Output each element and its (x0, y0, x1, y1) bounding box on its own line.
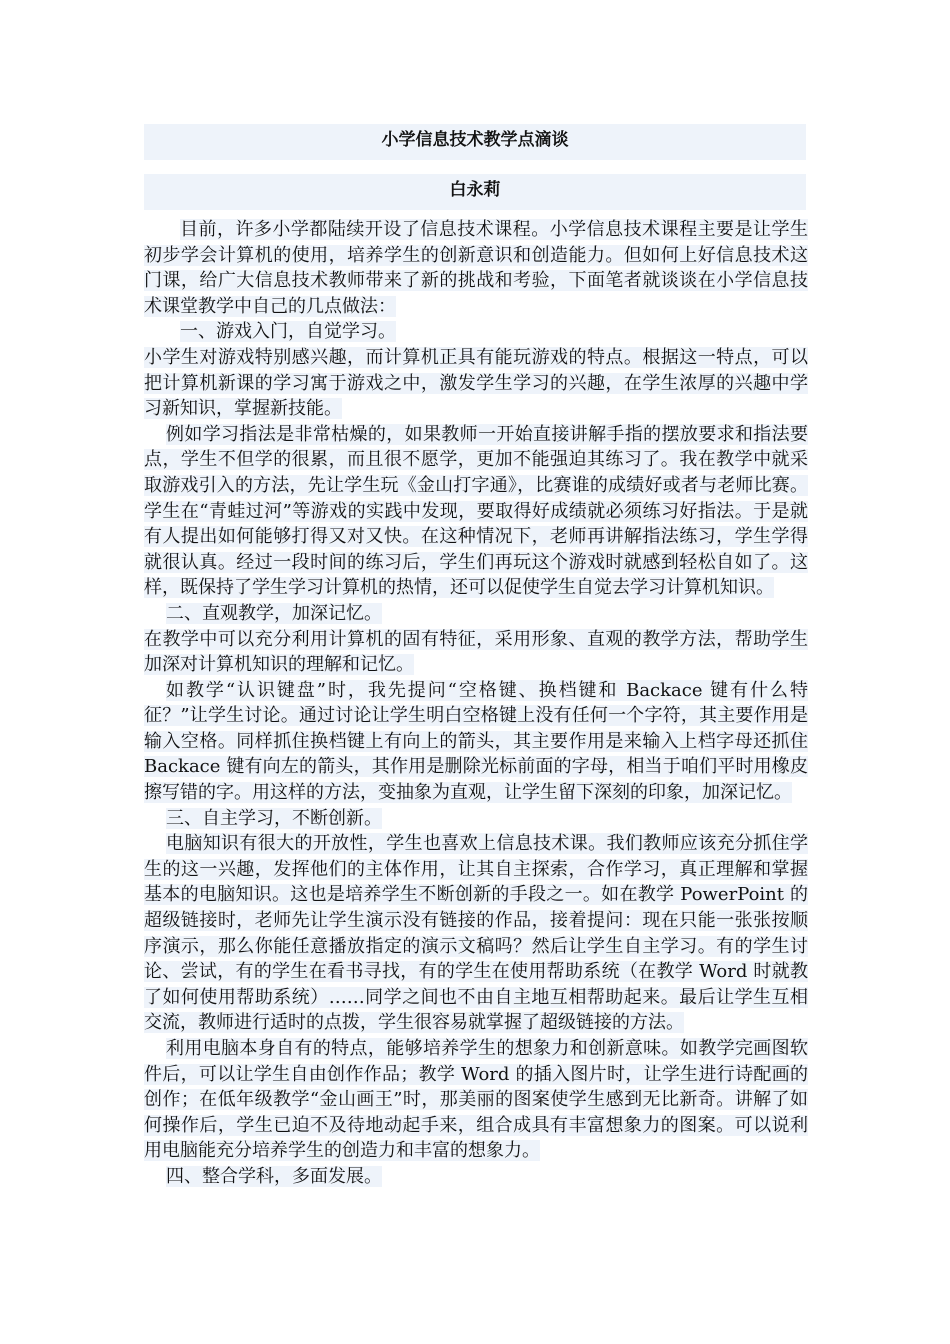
document-body (144, 217, 808, 1190)
document-author: 白永莉 (144, 174, 806, 210)
paragraph-text: 利用电脑本身自有的特点，能够培养学生的想象力和创新意味。如教学完画图软件后，可以让学生自由创作作品；教学 Word 的插入图片时，让学生进行诗配画的创作；在低年级教学“金山画王”时，那美丽的图案使学生感到无比新奇。讲解了如何操作后，学生已迫不及待地动起手来，组合成具有丰富想象力的图案。可以说利用电脑能充分培养学生的创造力和丰富的想象力。 (144, 1038, 808, 1162)
paragraph (144, 422, 808, 601)
paragraph-text: 目前，许多小学都陆续开设了信息技术课程。小学信息技术课程主要是让学生初步学会计算机的使用，培养学生的创新意识和创造能力。但如何上好信息技术这门课，给广大信息技术教师带来了新的挑战和考验，下面笔者就谈谈在小学信息技术课堂教学中自己的几点做法： (144, 219, 808, 317)
heading-text: 一、游戏入门，自觉学习。 (180, 321, 396, 343)
paragraph-intro (144, 217, 808, 319)
heading-text: 三、自主学习，不断创新。 (166, 807, 382, 829)
heading-text: 四、整合学科，多面发展。 (166, 1165, 382, 1187)
document-title: 小学信息技术教学点滴谈 (144, 124, 806, 160)
paragraph-text: 在教学中可以充分利用计算机的固有特征，采用形象、直观的教学方法，帮助学生加深对计算机知识的理解和记忆。 (144, 628, 808, 676)
section-heading-4 (144, 1164, 808, 1190)
paragraph-text: 电脑知识有很大的开放性，学生也喜欢上信息技术课。我们教师应该充分抓住学生的这一兴趣，发挥他们的主体作用，让其自主探索，合作学习，真正理解和掌握基本的电脑知识。这也是培养学生不断创新的手段之一。如在教学 PowerPoint 的超级链接时，老师先让学生演示没有链接的作品，接着提问：现在只能一张张按顺序演示，那么你能任意播放指定的演示文稿吗？然后让学生自主学习。有的学生讨论、尝试，有的学生在看书寻找，有的学生在使用帮助系统（在教学 Word 时就教了如何使用帮助系统）……同学之间也不由自主地互相帮助起来。最后让学生互相交流，教师进行适时的点拨，学生很容易就掌握了超级链接的方法。 (144, 833, 808, 1034)
paragraph (144, 1036, 808, 1164)
paragraph-text: 小学生对游戏特别感兴趣，而计算机正具有能玩游戏的特点。根据这一特点，可以把计算机新课的学习寓于游戏之中，激发学生学习的兴趣，在学生浓厚的兴趣中学习新知识，掌握新技能。 (144, 346, 808, 420)
section-heading-2 (144, 601, 808, 627)
paragraph (144, 627, 808, 678)
paragraph-text: 如教学“认识键盘”时，我先提问“空格键、换档键和 Backace 键有什么特征？”让学生讨论。通过讨论让学生明白空格键上没有任何一个字符，其主要作用是输入空格。同样抓住换档键上有向上的箭头，其主要作用是来输入上档字母还抓住 Backace 键有向左的箭头，其作用是删除光标前面的字母，相当于咱们平时用橡皮擦写错的字。用这样的方法，变抽象为直观，让学生留下深刻的印象，加深记忆。 (144, 679, 808, 804)
header-block (144, 124, 806, 224)
paragraph (144, 831, 808, 1036)
paragraph-text: 例如学习指法是非常枯燥的，如果教师一开始直接讲解手指的摆放要求和指法要点，学生不但学的很累，而且很不愿学，更加不能强迫其练习了。我在教学中就采取游戏引入的方法，先让学生玩《金山打字通》，比赛谁的成绩好或者与老师比赛。学生在“青蛙过河”等游戏的实践中发现，要取得好成绩就必须练习好指法。于是就有人提出如何能够打得又对又快。在这种情况下，老师再讲解指法练习，学生学得就很认真。经过一段时间的练习后，学生们再玩这个游戏时就感到轻松自如了。这样，既保持了学生学习计算机的热情，还可以促使学生自觉去学习计算机知识。 (144, 423, 808, 599)
paragraph (144, 678, 808, 806)
section-heading-3 (144, 806, 808, 832)
heading-text: 二、直观教学，加深记忆。 (166, 602, 382, 624)
paragraph (144, 345, 808, 422)
section-heading-1 (144, 319, 808, 345)
